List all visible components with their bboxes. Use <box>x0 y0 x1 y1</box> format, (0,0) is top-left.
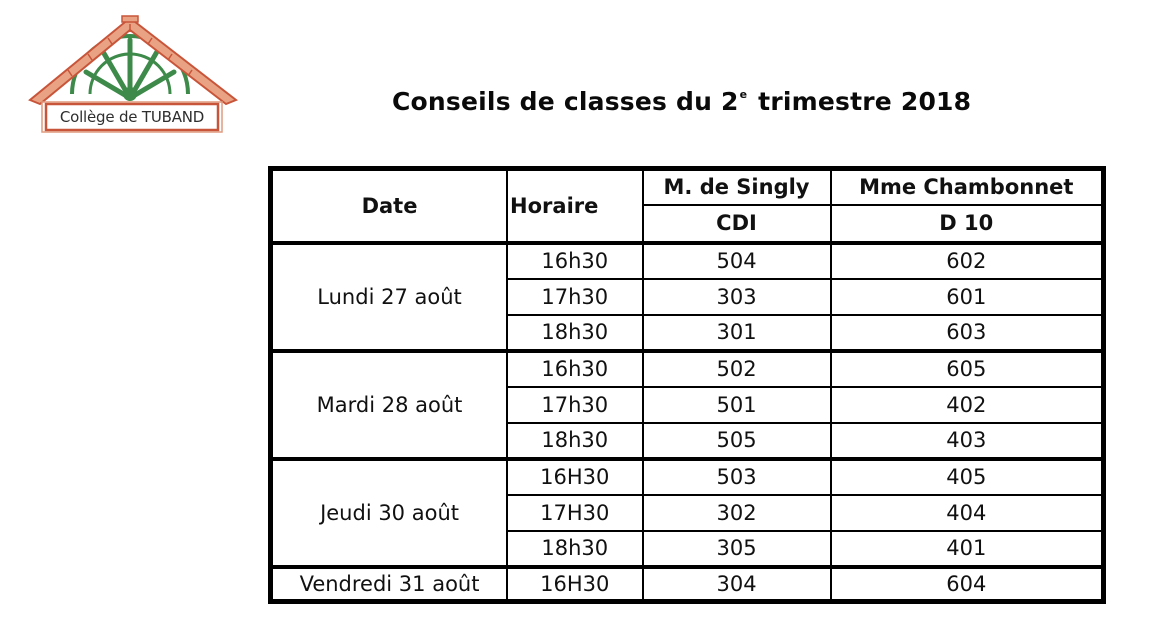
time-cell: 18h30 <box>507 531 642 567</box>
time-cell: 17H30 <box>507 495 642 531</box>
class-cell: 602 <box>831 243 1104 279</box>
class-cell: 404 <box>831 495 1104 531</box>
class-cell: 601 <box>831 279 1104 315</box>
class-cell: 405 <box>831 459 1104 495</box>
class-cell: 503 <box>643 459 831 495</box>
day-cell: Lundi 27 août <box>271 243 508 351</box>
title-superscript: e <box>739 88 748 101</box>
class-cell: 303 <box>643 279 831 315</box>
class-cell: 604 <box>831 567 1104 602</box>
header-col1-room: CDI <box>643 205 831 243</box>
title-suffix: trimestre 2018 <box>749 87 972 116</box>
time-cell: 18h30 <box>507 423 642 459</box>
page-title <box>392 78 972 116</box>
class-cell: 505 <box>643 423 831 459</box>
time-cell: 18h30 <box>507 315 642 351</box>
class-cell: 403 <box>831 423 1104 459</box>
day-cell: Jeudi 30 août <box>271 459 508 567</box>
class-cell: 504 <box>643 243 831 279</box>
table-row <box>271 351 1104 387</box>
time-cell: 16H30 <box>507 567 642 602</box>
header-col2-room: D 10 <box>831 205 1104 243</box>
class-cell: 605 <box>831 351 1104 387</box>
time-cell: 16H30 <box>507 459 642 495</box>
table-row <box>271 567 1104 602</box>
day-cell: Vendredi 31 août <box>271 567 508 602</box>
time-cell: 16h30 <box>507 351 642 387</box>
title-prefix: Conseils de classes du 2 <box>392 87 739 116</box>
class-cell: 501 <box>643 387 831 423</box>
header-col1-name: M. de Singly <box>643 169 831 205</box>
class-cell: 402 <box>831 387 1104 423</box>
class-cell: 304 <box>643 567 831 602</box>
class-cell: 302 <box>643 495 831 531</box>
class-cell: 401 <box>831 531 1104 567</box>
header-col2-name: Mme Chambonnet <box>831 169 1104 205</box>
day-cell: Mardi 28 août <box>271 351 508 459</box>
class-cell: 502 <box>643 351 831 387</box>
schedule-table <box>268 166 1106 604</box>
table-row <box>271 243 1104 279</box>
table-row <box>271 459 1104 495</box>
class-cell: 305 <box>643 531 831 567</box>
header-horaire: Horaire <box>507 169 642 243</box>
time-cell: 17h30 <box>507 279 642 315</box>
class-cell: 603 <box>831 315 1104 351</box>
class-cell: 301 <box>643 315 831 351</box>
time-cell: 16h30 <box>507 243 642 279</box>
time-cell: 17h30 <box>507 387 642 423</box>
header-date: Date <box>271 169 508 243</box>
college-logo <box>28 14 240 134</box>
logo-text: Collège de TUBAND <box>59 108 205 126</box>
